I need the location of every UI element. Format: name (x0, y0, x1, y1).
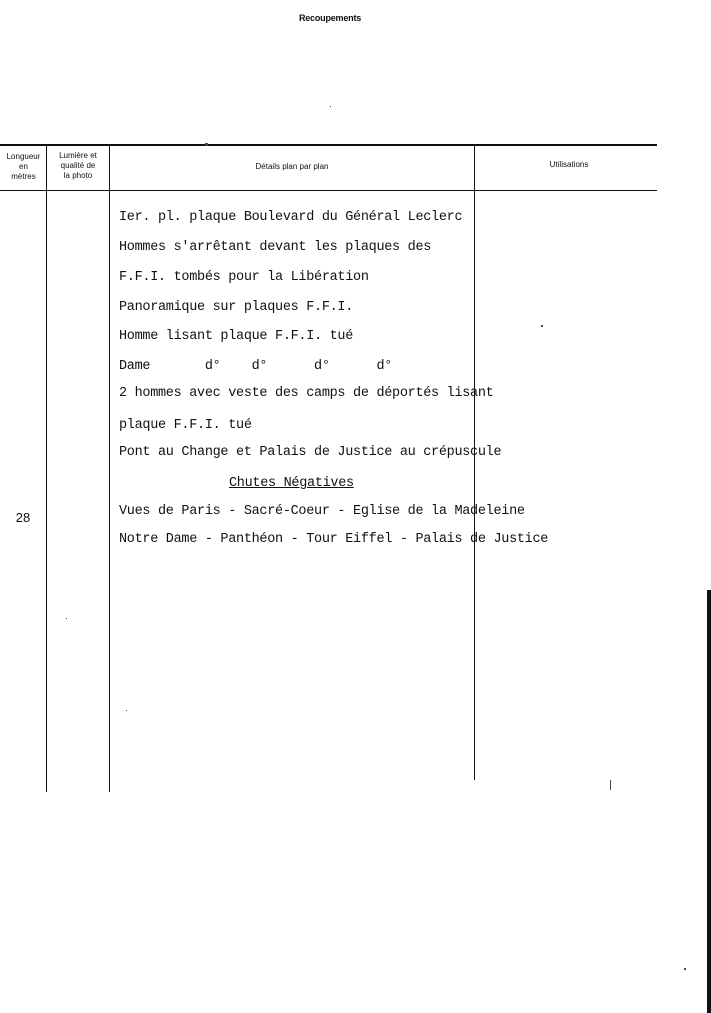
scan-edge-shadow (707, 590, 711, 1013)
scan-speck (126, 710, 127, 711)
scan-speck (684, 968, 686, 970)
scan-speck (330, 106, 331, 107)
scan-speck (205, 143, 208, 146)
table-header-rule (0, 190, 657, 191)
detail-line: Hommes s'arrêtant devant les plaques des (119, 240, 432, 255)
column-divider-2 (109, 146, 110, 792)
column-divider-1 (46, 146, 47, 792)
length-value: 28 (15, 510, 31, 525)
column-header-length: Longueur en mètres (6, 152, 41, 181)
column-header-uses: Utilisations (549, 160, 589, 169)
detail-line: Panoramique sur plaques F.F.I. (119, 300, 354, 315)
detail-line: F.F.I. tombés pour la Libération (119, 270, 369, 285)
detail-line: Notre Dame - Panthéon - Tour Eiffel - Palais de Justice (119, 532, 549, 547)
detail-line: Ier. pl. plaque Boulevard du Général Leclerc (119, 210, 463, 225)
scan-speck (610, 780, 611, 790)
detail-line: Homme lisant plaque F.F.I. tué (119, 329, 354, 344)
section-subheading: Chutes Négatives (229, 476, 354, 491)
scan-speck (66, 618, 67, 619)
detail-line: Vues de Paris - Sacré-Coeur - Eglise de la Madeleine (119, 504, 525, 519)
detail-line: Dame d° d° d° d° (119, 359, 393, 374)
page-title: Recoupements (298, 13, 362, 23)
detail-line: plaque F.F.I. tué (119, 418, 252, 433)
column-header-light-quality: Lumière et qualité de la photo (59, 151, 97, 180)
column-divider-3 (474, 146, 475, 780)
detail-line: Pont au Change et Palais de Justice au crépuscule (119, 445, 502, 460)
table-top-rule (0, 144, 657, 146)
scan-speck (541, 325, 543, 327)
detail-line: 2 hommes avec veste des camps de déportés lisant (119, 386, 494, 401)
column-header-details: Détails plan par plan (255, 162, 329, 171)
